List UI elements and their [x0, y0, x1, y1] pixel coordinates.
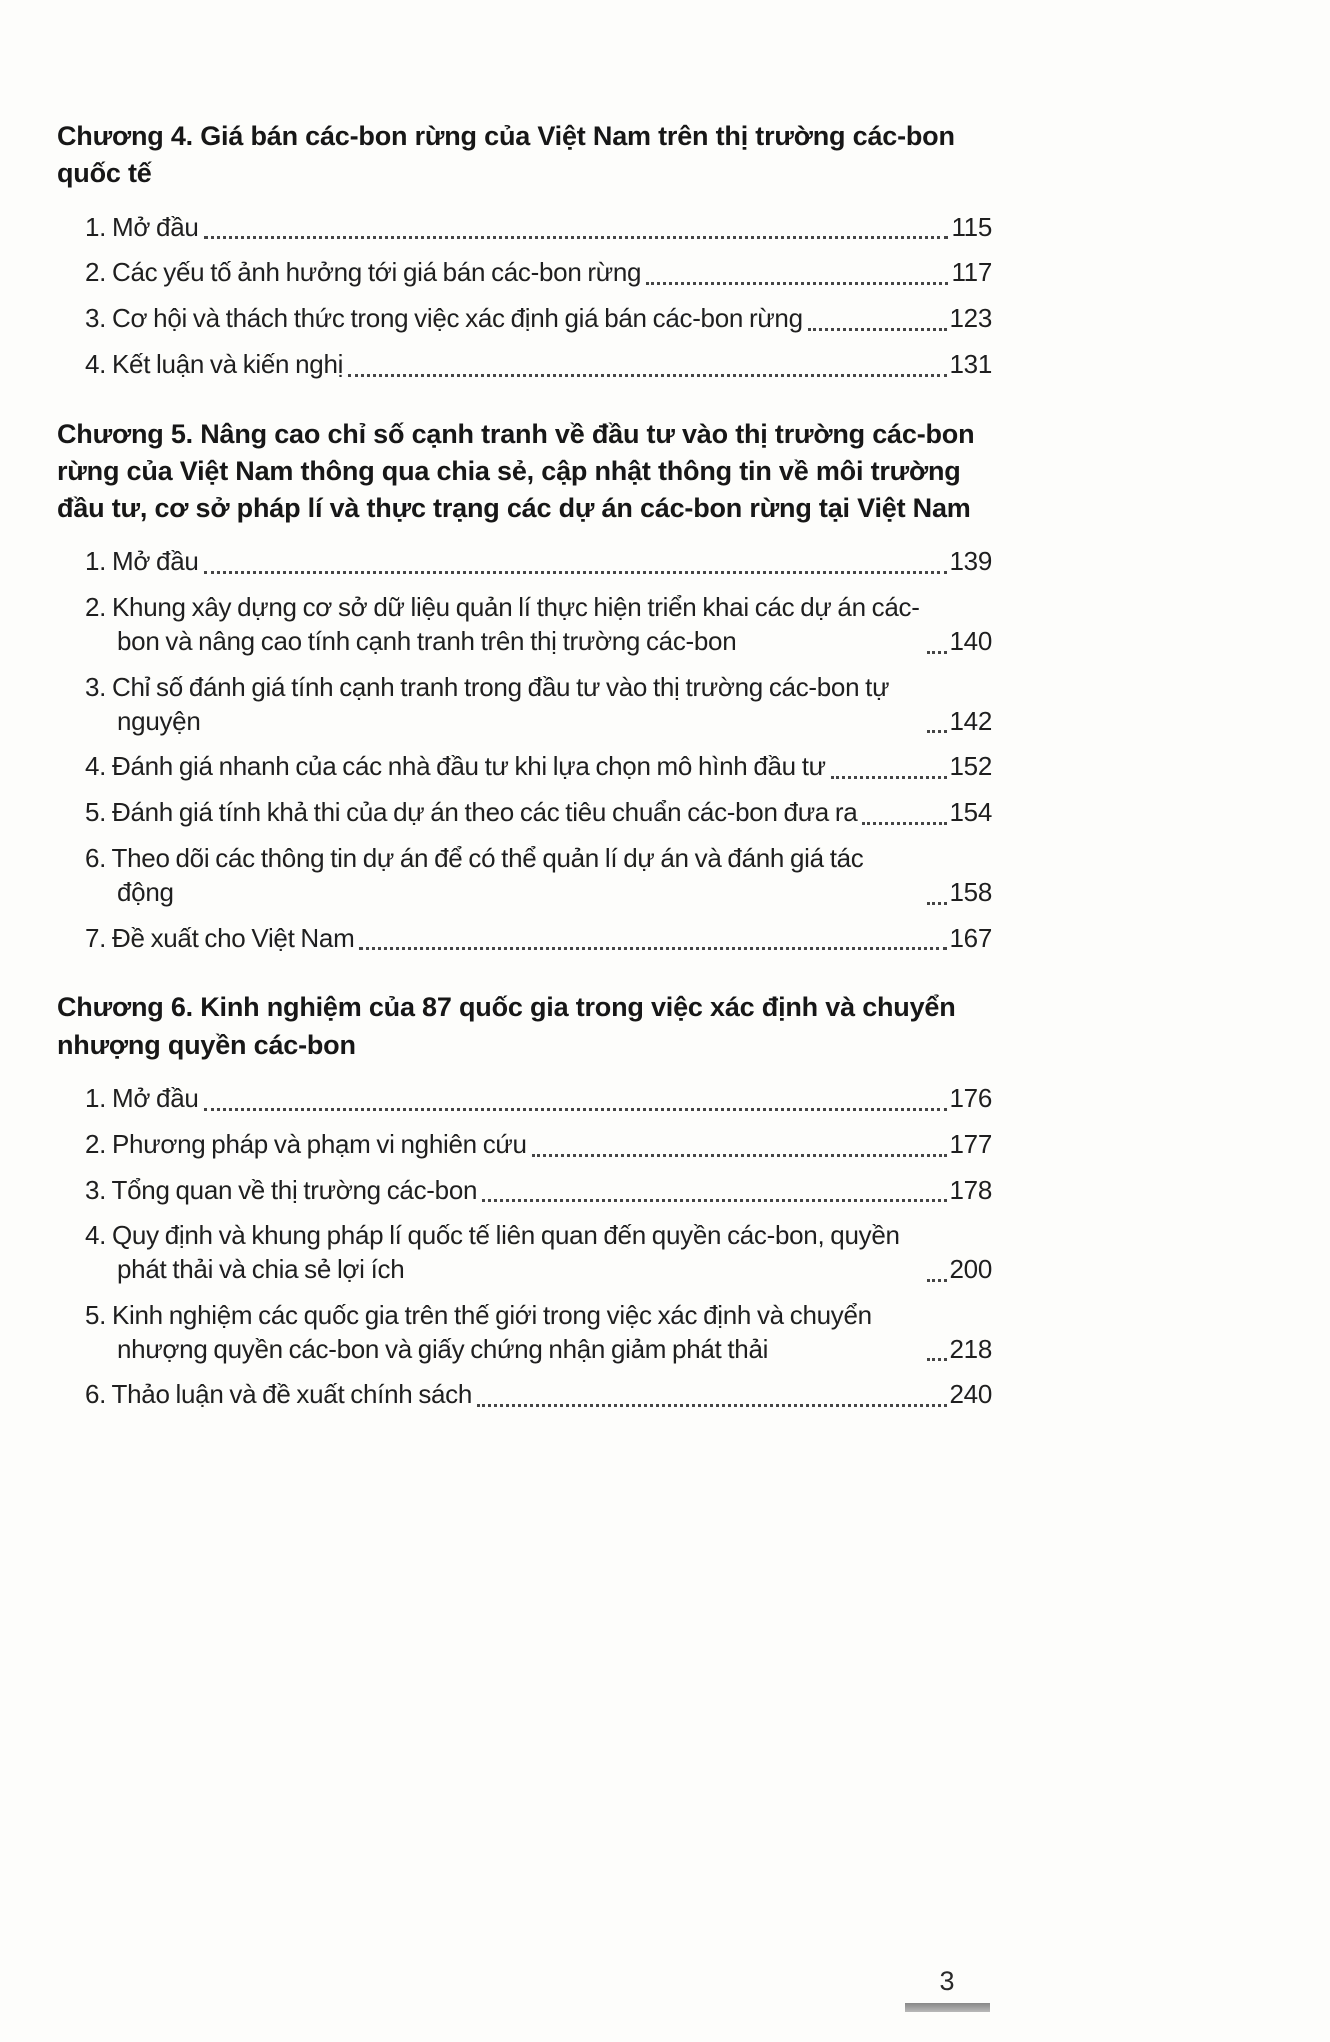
toc-entry-page-number: 200 [949, 1254, 992, 1285]
toc-entry-label: 4. Quy định và khung pháp lí quốc tế liên quan đến quyền các-bon, quyền phát thải và chia sẻ lợi ích [85, 1220, 900, 1285]
chapter-heading-2: Chương 5. Nâng cao chỉ số cạnh tranh về đầu tư vào thị trường các-bon rừng của Việt Nam thông qua chia sẻ, cập nhật thông tin về môi trường đầu tư, cơ sở pháp lí và thực trạng các dự án các-bon rừng tại Việt Nam [57, 418, 975, 524]
toc-entry-page-number: 152 [949, 751, 992, 782]
toc-entry [85, 750, 992, 784]
dot-leader [204, 236, 949, 239]
toc-entry-label: 4. Kết luận và kiến nghị [85, 348, 344, 379]
toc-entry-page-number: 131 [949, 348, 992, 379]
toc-entry-label: 7. Đề xuất cho Việt Nam [85, 922, 355, 953]
toc-entry-page-number: 167 [949, 922, 992, 953]
page-number: 3 [939, 1966, 955, 1996]
chapter-heading-1: Chương 4. Giá bán các-bon rừng của Việt Nam trên thị trường các-bon quốc tế [57, 121, 955, 189]
toc-entry-label: 3. Tổng quan về thị trường các-bon [85, 1174, 478, 1205]
toc-entry [85, 211, 992, 245]
toc-entry [85, 796, 992, 830]
dot-leader [204, 571, 947, 574]
toc-entry-page-number: 240 [949, 1379, 992, 1410]
toc-entry [85, 256, 992, 290]
toc-entry-page-number: 177 [949, 1128, 992, 1159]
dot-leader [927, 1358, 947, 1361]
dot-leader [927, 651, 947, 654]
toc-entry-label: 5. Kinh nghiệm các quốc gia trên thế giới trong việc xác định và chuyển nhượng quyền các-bon và giấy chứng nhận giảm phát thải [85, 1299, 872, 1364]
toc-entry-page-number: 176 [949, 1082, 992, 1113]
toc-entry-label: 6. Thảo luận và đề xuất chính sách [85, 1379, 473, 1410]
toc-entry-page-number: 117 [951, 257, 992, 288]
dot-leader [204, 1108, 947, 1111]
dot-leader [927, 730, 947, 733]
dot-leader [862, 822, 946, 825]
toc-entry [85, 591, 992, 659]
toc-entry [85, 922, 992, 956]
toc-entry [85, 1219, 992, 1287]
dot-leader [482, 1199, 946, 1202]
toc-entry-page-number: 154 [949, 797, 992, 828]
toc-entry-label: 2. Khung xây dựng cơ sở dữ liệu quản lí thực hiện triển khai các dự án các-bon và nâng cao tính cạnh tranh trên thị trường các-bon [85, 592, 920, 657]
toc-entry [85, 842, 992, 910]
toc-entry-page-number: 142 [949, 705, 992, 736]
toc-entry [85, 302, 992, 336]
toc-entry [85, 671, 992, 739]
toc-entry [85, 1174, 992, 1208]
table-of-contents [57, 118, 992, 1424]
toc-entry [85, 348, 992, 382]
toc-entry [85, 1299, 992, 1367]
toc-entry-page-number: 178 [949, 1174, 992, 1205]
dot-leader [348, 374, 946, 377]
toc-entry-label: 1. Mở đầu [85, 546, 199, 577]
toc-entry-label: 3. Cơ hội và thách thức trong việc xác định giá bán các-bon rừng [85, 303, 803, 334]
toc-entry [85, 1082, 992, 1116]
dot-leader [927, 902, 947, 905]
toc-entry-label: 1. Mở đầu [85, 1082, 199, 1113]
toc-entry-label: 3. Chỉ số đánh giá tính cạnh tranh trong đầu tư vào thị trường các-bon tự nguyện [85, 671, 890, 736]
toc-entry-page-number: 218 [949, 1333, 992, 1364]
toc-entry-label: 2. Phương pháp và phạm vi nghiên cứu [85, 1128, 527, 1159]
dot-leader [808, 328, 947, 331]
toc-entry [85, 1378, 992, 1412]
toc-entry-label: 4. Đánh giá nhanh của các nhà đầu tư khi lựa chọn mô hình đầu tư [85, 751, 826, 782]
dot-leader [831, 776, 947, 779]
toc-entry-label: 1. Mở đầu [85, 211, 199, 242]
toc-entry-page-number: 139 [949, 546, 992, 577]
toc-entry-label: 2. Các yếu tố ảnh hưởng tới giá bán các-bon rừng [85, 257, 642, 288]
dot-leader [359, 947, 946, 950]
page-number-underline [905, 2003, 990, 2012]
toc-entry-label: 5. Đánh giá tính khả thi của dự án theo các tiêu chuẩn các-bon đưa ra [85, 797, 858, 828]
toc-entry-page-number: 158 [949, 876, 992, 907]
toc-entry [85, 1128, 992, 1162]
toc-entry-label: 6. Theo dõi các thông tin dự án để có thể quản lí dự án và đánh giá tác động [85, 843, 864, 907]
toc-entry-page-number: 140 [949, 626, 992, 657]
chapter-heading-3: Chương 6. Kinh nghiệm của 87 quốc gia trong việc xác định và chuyển nhượng quyền các-bon [57, 992, 956, 1060]
toc-entry [85, 545, 992, 579]
toc-entry-page-number: 123 [949, 303, 992, 334]
toc-entry-page-number: 115 [951, 211, 992, 242]
dot-leader [532, 1154, 947, 1157]
dot-leader [646, 282, 948, 285]
dot-leader [477, 1404, 946, 1407]
page-footer [902, 1966, 992, 2012]
dot-leader [927, 1279, 947, 1282]
